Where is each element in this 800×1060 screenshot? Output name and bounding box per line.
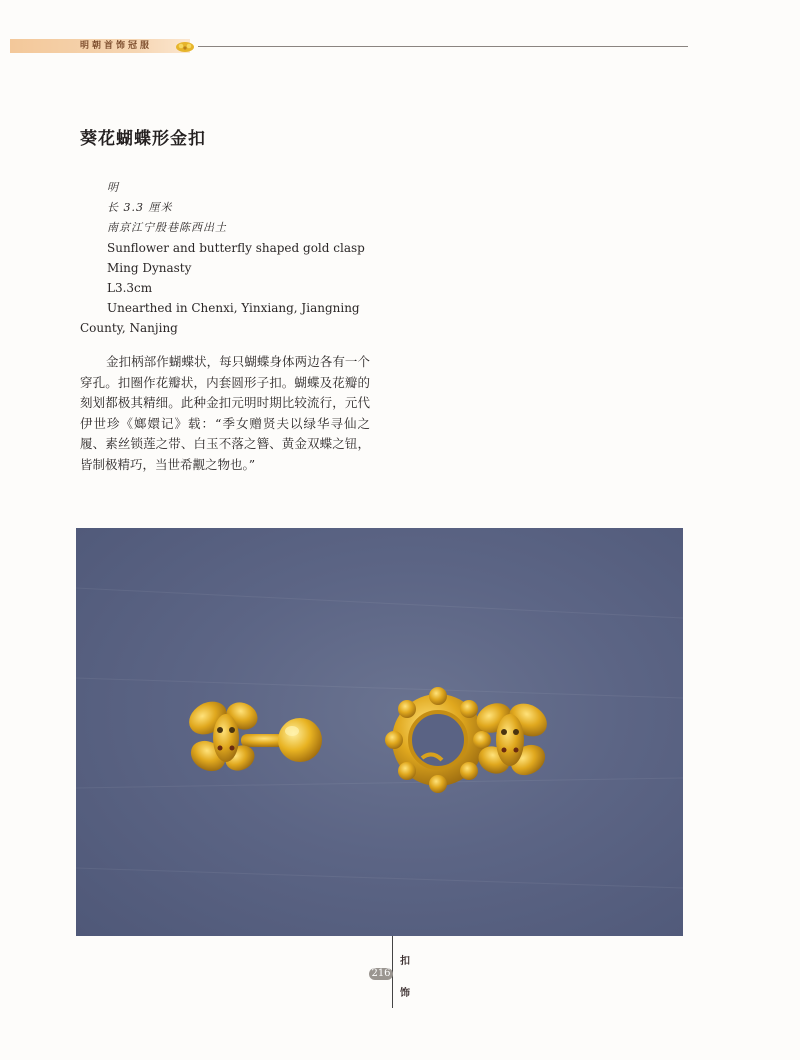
- meta-provenance-en: Unearthed in Chenxi, Yinxiang, Jiangning County, Nanjing: [80, 301, 360, 335]
- meta-title-en: Sunflower and butterfly shaped gold clasp: [107, 241, 365, 255]
- running-header-title: 明朝首饰冠服: [80, 41, 153, 51]
- section-label-char-1: 扣: [400, 956, 410, 967]
- section-label-char-2: 饰: [400, 988, 410, 999]
- meta-size-cn: 长 3.3 厘米: [107, 201, 173, 214]
- artifact-photo: [76, 528, 683, 936]
- entry-description: 金扣柄部作蝴蝶状，每只蝴蝶身体两边各有一个穿孔。扣圈作花瓣状，内套圆形子扣。蝴蝶及花瓣的刻划都极其精细。此种金扣元明时期比较流行，元代伊世珍《嫏嬛记》载：“季女赠贤夫以绿华寻仙之履、素丝锁莲之带、白玉不落之簪、黄金双蝶之钮，皆制极精巧，当世希觏之物也。”: [80, 354, 370, 472]
- entry-title: 葵花蝴蝶形金扣: [80, 129, 206, 149]
- header-rule: [198, 46, 688, 47]
- meta-size-en: L3.3cm: [107, 281, 153, 295]
- left-clasp-piece: [183, 695, 322, 777]
- gold-ornament-icon: [174, 39, 196, 53]
- right-clasp-piece: [385, 687, 553, 793]
- page-number: 216: [371, 968, 391, 979]
- meta-dynasty-en: Ming Dynasty: [107, 261, 192, 275]
- meta-provenance-cn: 南京江宁殷巷陈西出土: [107, 221, 227, 234]
- meta-dynasty-cn: 明: [107, 181, 119, 194]
- entry-metadata: [80, 178, 380, 338]
